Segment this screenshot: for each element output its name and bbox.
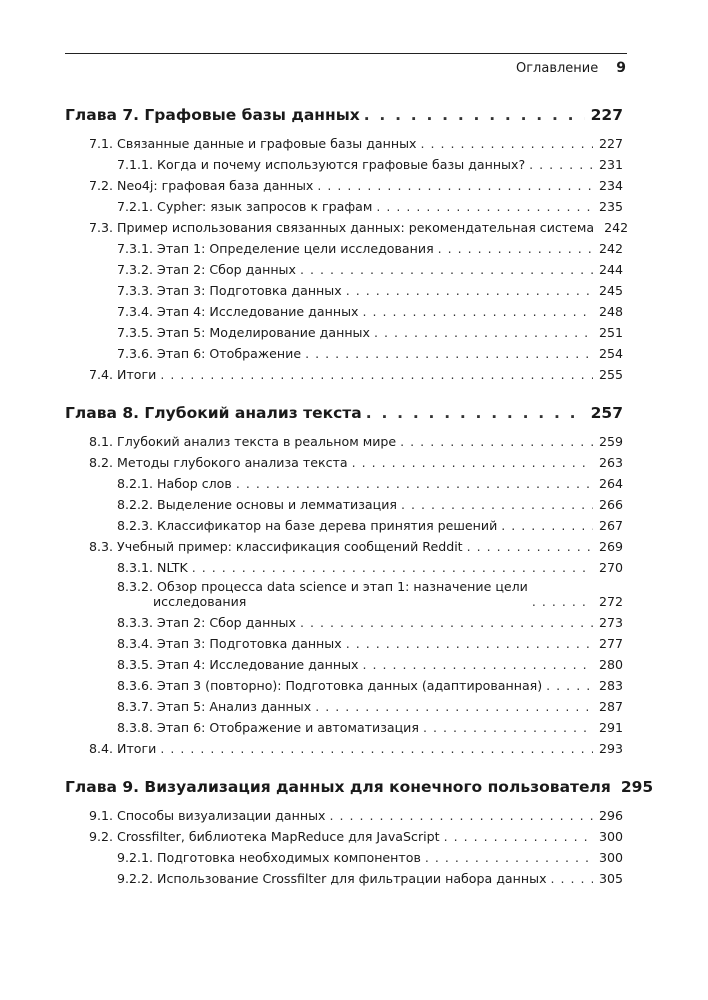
toc-entry-label: 9.2. Crossfilter, библиотека MapReduce для JavaScript — [89, 829, 440, 844]
toc-subsection-entry[interactable] — [65, 609, 623, 630]
toc-leader-dots — [317, 178, 593, 193]
toc-entry-label: 8.4. Итоги — [89, 741, 157, 756]
toc-entry-label — [117, 579, 528, 609]
toc-chapter-title: Глава 9. Визуализация данных для конечного пользователя — [65, 778, 611, 796]
toc-leader-dots — [364, 106, 585, 124]
toc-entry-page: 293 — [598, 741, 623, 756]
toc-leader-dots — [352, 455, 593, 470]
toc-section-entry[interactable] — [65, 449, 623, 470]
toc-subsection-entry[interactable] — [65, 235, 623, 256]
table-of-contents — [65, 98, 654, 900]
toc-entry-page: 305 — [598, 871, 623, 886]
toc-chapter — [65, 98, 629, 382]
toc-entry-page: 277 — [598, 636, 623, 651]
toc-chapter-title: Глава 7. Графовые базы данных — [65, 106, 360, 124]
toc-subsection-entry[interactable] — [65, 554, 623, 575]
toc-leader-dots — [376, 199, 593, 214]
toc-chapter-page: 257 — [590, 404, 623, 422]
toc-entry-page: 267 — [598, 518, 623, 533]
toc-entry-label: 8.3.7. Этап 5: Анализ данных — [117, 699, 312, 714]
header-rule — [65, 53, 627, 54]
toc-leader-dots — [423, 720, 593, 735]
toc-entry-label: 9.2.1. Подготовка необходимых компонентов — [117, 850, 421, 865]
toc-leader-dots — [346, 636, 593, 651]
toc-entry-label: 7.1.1. Когда и почему используются графовые базы данных? — [117, 157, 526, 172]
toc-section-entry[interactable] — [65, 361, 623, 382]
toc-leader-dots — [501, 518, 593, 533]
toc-leader-dots — [362, 304, 592, 319]
toc-entry-label: 7.3.2. Этап 2: Сбор данных — [117, 262, 296, 277]
toc-leader-dots — [192, 560, 593, 575]
toc-chapter-heading[interactable] — [65, 770, 654, 796]
toc-subsection-entry[interactable] — [65, 512, 623, 533]
toc-leader-dots — [366, 404, 585, 422]
toc-subsection-entry[interactable] — [65, 693, 623, 714]
toc-entry-page: 283 — [598, 678, 623, 693]
toc-entry-page: 264 — [598, 476, 623, 491]
toc-entry-page: 266 — [598, 497, 623, 512]
toc-subsection-entry[interactable] — [65, 193, 623, 214]
toc-entry-page: 270 — [598, 560, 623, 575]
toc-entry-page: 280 — [598, 657, 623, 672]
toc-subsection-entry[interactable] — [65, 277, 623, 298]
toc-entry-page: 227 — [598, 136, 623, 151]
toc-entry-label: 8.2.1. Набор слов — [117, 476, 232, 491]
toc-entry-label: 7.3.5. Этап 5: Моделирование данных — [117, 325, 370, 340]
running-head-title: Оглавление — [515, 61, 599, 76]
toc-leader-dots — [444, 829, 593, 844]
toc-subsection-entry[interactable] — [65, 575, 623, 609]
toc-chapter-title: Глава 8. Глубокий анализ текста — [65, 404, 362, 422]
toc-entry-page: 263 — [598, 455, 623, 470]
toc-chapter — [65, 396, 623, 756]
toc-subsection-entry[interactable] — [65, 651, 623, 672]
toc-subsection-entry[interactable] — [65, 672, 623, 693]
toc-leader-dots — [532, 594, 593, 609]
toc-leader-dots — [529, 157, 593, 172]
toc-subsection-entry[interactable] — [65, 491, 623, 512]
toc-entry-label: 8.3.6. Этап 3 (повторно): Подготовка данных (адаптированная) — [117, 678, 543, 693]
toc-subsection-entry[interactable] — [65, 319, 623, 340]
toc-entry-page: 259 — [598, 434, 623, 449]
toc-entry-label: 8.2. Методы глубокого анализа текста — [89, 455, 348, 470]
toc-entry-label: 8.3.1. NLTK — [117, 560, 188, 575]
toc-entry-page: 234 — [598, 178, 623, 193]
toc-entry-page: 245 — [598, 283, 623, 298]
toc-entry-page: 300 — [598, 850, 623, 865]
toc-subsection-entry[interactable] — [65, 844, 623, 865]
toc-chapter-page: 295 — [620, 778, 654, 796]
toc-subsection-entry[interactable] — [65, 151, 623, 172]
toc-leader-dots — [362, 657, 592, 672]
toc-subsection-entry[interactable] — [65, 340, 623, 361]
toc-leader-dots — [438, 241, 593, 256]
toc-leader-dots — [374, 325, 593, 340]
toc-entry-label: 8.3. Учебный пример: классификация сообщений Reddit — [89, 539, 463, 554]
toc-entry-page: 300 — [598, 829, 623, 844]
toc-leader-dots — [467, 539, 593, 554]
toc-section-entry[interactable] — [65, 533, 623, 554]
toc-leader-dots — [315, 699, 593, 714]
toc-entry-label: 8.2.2. Выделение основы и лемматизация — [117, 497, 397, 512]
toc-entry-label: 8.2.3. Классификатор на базе дерева принятия решений — [117, 518, 498, 533]
toc-entry-page: 242 — [598, 241, 623, 256]
toc-chapter-heading[interactable] — [65, 396, 623, 422]
toc-leader-dots — [346, 283, 593, 298]
toc-leader-dots — [236, 476, 593, 491]
toc-entry-label: 7.4. Итоги — [89, 367, 157, 382]
toc-leader-dots — [160, 741, 593, 756]
toc-subsection-entry[interactable] — [65, 714, 623, 735]
toc-entry-page: 251 — [598, 325, 623, 340]
toc-entry-page: 269 — [598, 539, 623, 554]
toc-leader-dots — [425, 850, 593, 865]
toc-subsection-entry[interactable] — [65, 256, 623, 277]
toc-entry-page: 291 — [598, 720, 623, 735]
toc-entry-page: 235 — [598, 199, 623, 214]
toc-entry-label: 7.3.3. Этап 3: Подготовка данных — [117, 283, 342, 298]
toc-entry-page: 231 — [598, 157, 623, 172]
toc-section-entry[interactable] — [65, 823, 623, 844]
toc-chapter — [65, 770, 654, 886]
toc-leader-dots — [305, 346, 593, 361]
toc-entry-page: 248 — [598, 304, 623, 319]
toc-entry-page: 244 — [598, 262, 623, 277]
toc-entry-label: 7.2. Neo4j: графовая база данных — [89, 178, 314, 193]
toc-entry-page: 273 — [598, 615, 623, 630]
toc-leader-dots — [300, 615, 593, 630]
toc-leader-dots — [421, 136, 593, 151]
running-head — [516, 60, 626, 76]
toc-entry-label: 8.3.8. Этап 6: Отображение и автоматизация — [117, 720, 419, 735]
toc-entry-label: 7.3.4. Этап 4: Исследование данных — [117, 304, 359, 319]
toc-entry-label-line1: 8.3.2. Обзор процесса data science и этап 1: назначение цели — [117, 579, 528, 594]
toc-entry-label: 8.1. Глубокий анализ текста в реальном мире — [89, 434, 397, 449]
toc-section-entry[interactable] — [65, 802, 623, 823]
toc-chapter-page: 227 — [590, 106, 623, 124]
toc-entry-page: 254 — [598, 346, 623, 361]
toc-entry-label: 8.3.3. Этап 2: Сбор данных — [117, 615, 296, 630]
toc-entry-label: 7.3. Пример использования связанных данных: рекомендательная система — [89, 220, 595, 235]
toc-chapter-heading[interactable] — [65, 98, 623, 124]
toc-leader-dots — [400, 434, 593, 449]
toc-entry-page: 255 — [598, 367, 623, 382]
toc-leader-dots — [401, 497, 593, 512]
toc-section-entry[interactable] — [65, 428, 623, 449]
toc-leader-dots — [160, 367, 593, 382]
toc-section-entry[interactable] — [65, 735, 623, 756]
toc-subsection-entry[interactable] — [65, 630, 623, 651]
toc-subsection-entry[interactable] — [65, 298, 623, 319]
toc-entry-label: 8.3.4. Этап 3: Подготовка данных — [117, 636, 342, 651]
toc-entry-label: 7.2.1. Cypher: язык запросов к графам — [117, 199, 373, 214]
toc-section-entry[interactable] — [65, 172, 623, 193]
toc-section-entry[interactable] — [65, 130, 623, 151]
toc-entry-page: 287 — [598, 699, 623, 714]
toc-leader-dots — [300, 262, 593, 277]
toc-subsection-entry[interactable] — [65, 865, 623, 886]
toc-entry-page: 272 — [598, 594, 623, 609]
toc-entry-label: 7.3.1. Этап 1: Определение цели исследования — [117, 241, 434, 256]
toc-section-entry[interactable] — [65, 214, 629, 235]
toc-entry-page: 296 — [598, 808, 623, 823]
toc-entry-label: 8.3.5. Этап 4: Исследование данных — [117, 657, 359, 672]
toc-subsection-entry[interactable] — [65, 470, 623, 491]
toc-leader-dots — [329, 808, 592, 823]
running-head-page-number: 9 — [616, 60, 626, 76]
toc-entry-label-line2: исследования — [153, 594, 247, 609]
toc-leader-dots — [546, 678, 593, 693]
toc-entry-label: 9.2.2. Использование Crossfilter для фильтрации набора данных — [117, 871, 547, 886]
toc-entry-page: 242 — [604, 220, 629, 235]
toc-entry-label: 9.1. Способы визуализации данных — [89, 808, 326, 823]
toc-entry-label: 7.3.6. Этап 6: Отображение — [117, 346, 302, 361]
toc-entry-label: 7.1. Связанные данные и графовые базы данных — [89, 136, 417, 151]
toc-leader-dots — [551, 871, 593, 886]
